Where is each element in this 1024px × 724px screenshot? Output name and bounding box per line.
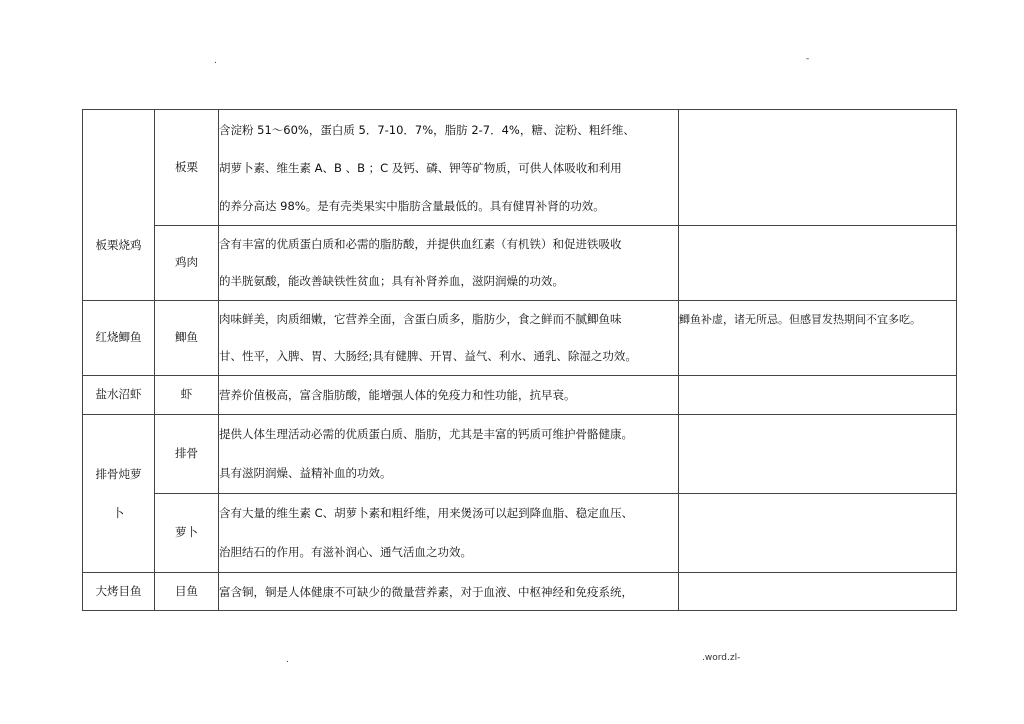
ingredient-cell [155, 110, 219, 226]
description-line: 的养分高达 98%。是有壳类果实中脂肪含量最低的。具有健胃补肾的功效。 [219, 198, 605, 213]
dish-name-cell [83, 573, 155, 611]
description-line: 含有大量的维生素 C、胡萝卜素和粗纤维，用来煲汤可以起到降血脂、稳定血压、 [219, 506, 634, 520]
dish-name-cell [83, 301, 155, 376]
description-line: 营养价值极高，富含脂肪酸，能增强人体的免疫力和性功能，抗早衰。 [219, 388, 576, 402]
description-line: 胡萝卜素、维生素 A、B 、B ；C 及钙、磷、钾等矿物质，可供人体吸收和利用 [219, 160, 622, 175]
footer-right-mark: .word.zl- [702, 653, 741, 663]
description-cell [219, 415, 679, 494]
dish-name-cell [83, 376, 155, 415]
description-line: 含有丰富的优质蛋白质和必需的脂肪酸，并提供血红素（有机铁）和促进铁吸收 [219, 237, 622, 251]
note-cell [679, 226, 957, 301]
description-cell [219, 226, 679, 301]
dish-name: 盐水沼虾 [95, 387, 142, 402]
description-line: 治胆结石的作用。有滋补润心、通气活血之功效。 [219, 545, 472, 559]
ingredient-name: 板栗 [175, 159, 198, 174]
table-row [83, 226, 957, 301]
dish-name-line: 排骨炖萝 [95, 466, 142, 481]
description-cell [219, 376, 679, 415]
dish-name: 红烧鲫鱼 [95, 330, 142, 345]
ingredient-cell [155, 415, 219, 494]
ingredient-name: 鲫鱼 [175, 330, 198, 345]
header-left-mark: . [214, 56, 217, 66]
note-cell [679, 494, 957, 573]
description-cell [219, 573, 679, 611]
dish-name-cell [83, 415, 155, 573]
ingredient-cell [155, 376, 219, 415]
header-right-mark: - [806, 54, 810, 64]
dish-name-line: 卜 [112, 505, 125, 520]
description-line: 的半胱氨酸，能改善缺铁性贫血；具有补肾养血，滋阴润燥的功效。 [219, 274, 564, 288]
ingredient-cell [155, 573, 219, 611]
table-row [83, 110, 957, 226]
description-cell [219, 301, 679, 376]
ingredient-name: 排骨 [175, 446, 198, 461]
table-row [83, 415, 957, 494]
table-row [83, 494, 957, 573]
ingredient-cell [155, 301, 219, 376]
dish-name: 板栗烧鸡 [95, 238, 142, 252]
description-line: 甘、性平，入脾、胃、大肠经;具有健脾、开胃、益气、利水、通乳、除湿之功效。 [219, 349, 637, 363]
description-cell [219, 494, 679, 573]
dish-name: 大烤目鱼 [95, 583, 142, 598]
table-row [83, 376, 957, 415]
table-row [83, 573, 957, 611]
ingredient-cell [155, 494, 219, 573]
ingredient-name: 萝卜 [175, 525, 198, 540]
ingredient-name: 虾 [180, 387, 193, 402]
note-cell [679, 573, 957, 611]
ingredient-name: 鸡肉 [175, 255, 198, 270]
note-cell [679, 415, 957, 494]
description-line: 提供人体生理活动必需的优质蛋白质、脂肪，尤其是丰富的钙质可维护骨骼健康。 [219, 427, 633, 441]
note-cell [679, 301, 957, 376]
description-line: 富含铜，铜是人体健康不可缺少的微量营养素，对于血液、中枢神经和免疫系统， [219, 584, 633, 599]
description-cell [219, 110, 679, 226]
description-line: 具有滋阴润燥、益精补血的功效。 [219, 466, 392, 480]
footer-left-mark: . [286, 655, 289, 665]
note-cell [679, 110, 957, 226]
table-row [83, 301, 957, 376]
nutrition-table [82, 109, 957, 611]
description-line: 肉味鲜美，肉质细嫩，它营养全面，含蛋白质多，脂肪少，食之鲜而不腻鲫鱼味 [219, 312, 622, 326]
description-line: 含淀粉 51～60%，蛋白质 5．7-10．7%，脂肪 2-7．4%，糖、淀粉、粗纤维、 [219, 122, 635, 137]
dish-name-cell [83, 110, 155, 301]
note-cell [679, 376, 957, 415]
ingredient-cell [155, 226, 219, 301]
note-text: 鲫鱼补虚，诸无所忌。但感冒发热期间不宜多吃。 [679, 313, 921, 326]
ingredient-name: 目鱼 [175, 583, 198, 598]
